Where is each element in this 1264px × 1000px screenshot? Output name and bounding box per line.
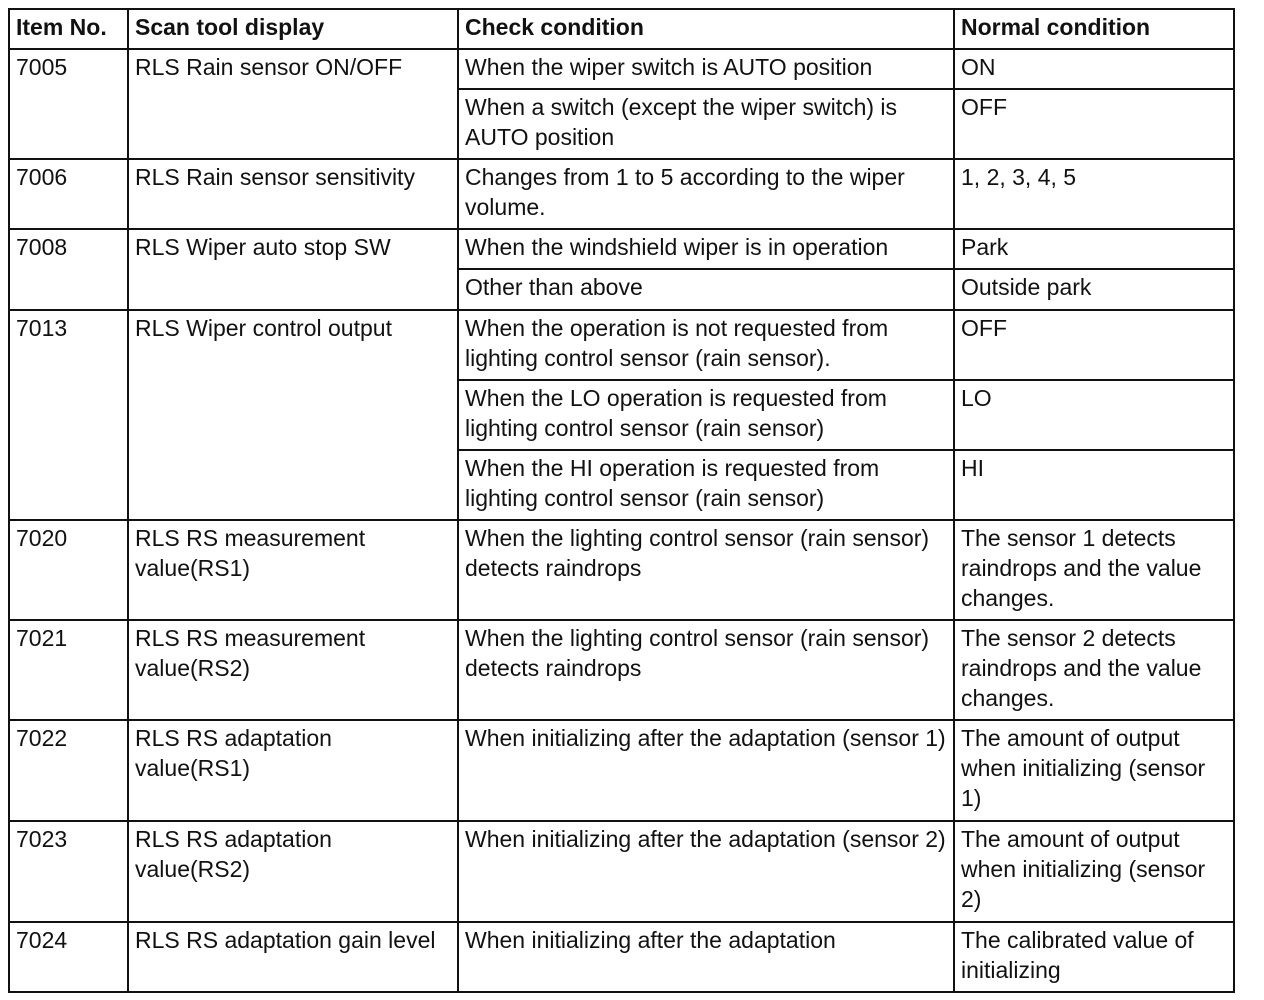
table-row xyxy=(9,159,1234,229)
normal-condition: The sensor 2 detects raindrops and the value changes. xyxy=(954,620,1234,720)
normal-condition: Outside park xyxy=(954,269,1234,309)
table-row xyxy=(9,821,1234,922)
scan-tool-display: RLS RS measurement value(RS2) xyxy=(128,620,458,720)
scan-tool-display: RLS Wiper control output xyxy=(128,310,458,520)
item-no: 7013 xyxy=(9,310,128,520)
check-condition: When the HI operation is requested from lighting control sensor (rain sensor) xyxy=(458,450,954,520)
scan-tool-display: RLS RS adaptation value(RS2) xyxy=(128,821,458,922)
normal-condition: 1, 2, 3, 4, 5 xyxy=(954,159,1234,229)
check-condition: When a switch (except the wiper switch) is AUTO position xyxy=(458,89,954,159)
item-no: 7023 xyxy=(9,821,128,922)
check-condition: When the lighting control sensor (rain sensor) detects raindrops xyxy=(458,620,954,720)
normal-condition: ON xyxy=(954,49,1234,89)
item-no: 7021 xyxy=(9,620,128,720)
normal-condition: HI xyxy=(954,450,1234,520)
check-condition: When the windshield wiper is in operation xyxy=(458,229,954,269)
table-row xyxy=(9,620,1234,720)
normal-condition: OFF xyxy=(954,89,1234,159)
normal-condition: The amount of output when initializing (sensor 2) xyxy=(954,821,1234,922)
normal-condition: The calibrated value of initializing xyxy=(954,922,1234,992)
data-monitor-table xyxy=(8,8,1235,993)
item-no: 7005 xyxy=(9,49,128,159)
check-condition: When initializing after the adaptation (sensor 1) xyxy=(458,720,954,820)
item-no: 7008 xyxy=(9,229,128,309)
check-condition: When initializing after the adaptation (sensor 2) xyxy=(458,821,954,922)
scan-tool-display: RLS Rain sensor ON/OFF xyxy=(128,49,458,159)
header-item-no: Item No. xyxy=(9,9,128,49)
normal-condition: The amount of output when initializing (sensor 1) xyxy=(954,720,1234,820)
normal-condition: Park xyxy=(954,229,1234,269)
normal-condition: LO xyxy=(954,380,1234,450)
table-row xyxy=(9,520,1234,620)
normal-condition: OFF xyxy=(954,310,1234,380)
check-condition: Changes from 1 to 5 according to the wiper volume. xyxy=(458,159,954,229)
scan-tool-display: RLS RS measurement value(RS1) xyxy=(128,520,458,620)
item-no: 7006 xyxy=(9,159,128,229)
scan-tool-display: RLS Rain sensor sensitivity xyxy=(128,159,458,229)
header-scan-tool-display: Scan tool display xyxy=(128,9,458,49)
table-row xyxy=(9,922,1234,992)
check-condition: When the LO operation is requested from lighting control sensor (rain sensor) xyxy=(458,380,954,450)
scan-tool-display: RLS Wiper auto stop SW xyxy=(128,229,458,309)
header-check-condition: Check condition xyxy=(458,9,954,49)
check-condition: When initializing after the adaptation xyxy=(458,922,954,992)
item-no: 7024 xyxy=(9,922,128,992)
scan-tool-display: RLS RS adaptation value(RS1) xyxy=(128,720,458,820)
header-row xyxy=(9,9,1234,49)
scan-tool-display: RLS RS adaptation gain level xyxy=(128,922,458,992)
table-row xyxy=(9,229,1234,269)
table-row xyxy=(9,49,1234,89)
check-condition: When the operation is not requested from lighting control sensor (rain sensor). xyxy=(458,310,954,380)
table-row xyxy=(9,720,1234,820)
check-condition: Other than above xyxy=(458,269,954,309)
normal-condition: The sensor 1 detects raindrops and the value changes. xyxy=(954,520,1234,620)
check-condition: When the lighting control sensor (rain sensor) detects raindrops xyxy=(458,520,954,620)
item-no: 7022 xyxy=(9,720,128,820)
table-row xyxy=(9,310,1234,380)
item-no: 7020 xyxy=(9,520,128,620)
check-condition: When the wiper switch is AUTO position xyxy=(458,49,954,89)
header-normal-condition: Normal condition xyxy=(954,9,1234,49)
